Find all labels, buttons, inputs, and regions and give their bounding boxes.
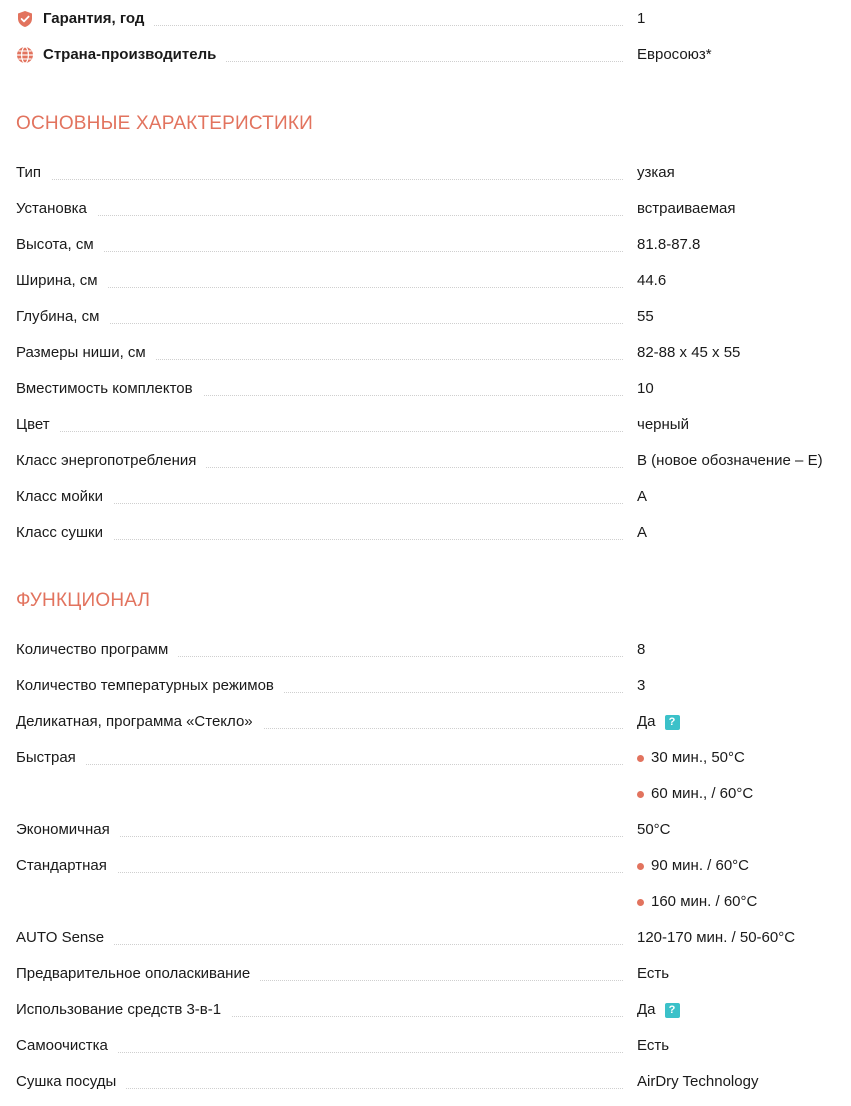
spec-value-text: 44.6 bbox=[637, 272, 667, 289]
spec-row bbox=[16, 407, 836, 443]
spec-label: Установка bbox=[16, 200, 97, 218]
spec-label: Количество программ bbox=[16, 641, 178, 659]
spec-value bbox=[637, 344, 740, 362]
spec-value bbox=[637, 236, 700, 254]
bullet-text: 30 мин., 50°C bbox=[651, 749, 745, 766]
spec-label: Сушка посуды bbox=[16, 1073, 126, 1091]
spec-value-text: узкая bbox=[637, 164, 675, 181]
spec-value-text: 8 bbox=[637, 641, 646, 658]
spec-row bbox=[16, 479, 836, 515]
spec-value bbox=[637, 1073, 758, 1091]
spec-value bbox=[637, 641, 645, 659]
spec-label: Использование средств 3-в-1 bbox=[16, 1001, 231, 1019]
spec-row bbox=[16, 155, 836, 191]
spec-value-text: черный bbox=[637, 416, 689, 433]
help-question-icon[interactable]: ? bbox=[665, 715, 680, 730]
spec-row bbox=[16, 191, 836, 227]
spec-row bbox=[16, 740, 836, 776]
spec-label: Быстрая bbox=[16, 749, 86, 767]
shield-check-icon bbox=[16, 10, 34, 28]
spec-label: Экономичная bbox=[16, 821, 120, 839]
spec-value bbox=[637, 272, 666, 290]
spec-row bbox=[16, 227, 836, 263]
spec-row bbox=[16, 1064, 836, 1100]
spec-label: Класс энергопотребления bbox=[16, 452, 206, 470]
bullet-dot-icon bbox=[637, 899, 644, 906]
spec-value-text: 50°C bbox=[637, 821, 671, 838]
spec-label: Глубина, см bbox=[16, 308, 109, 326]
help-question-icon[interactable]: ? bbox=[665, 1003, 680, 1018]
spec-value bbox=[637, 164, 675, 182]
dotted-leader bbox=[16, 251, 623, 252]
spec-value bbox=[637, 1001, 680, 1019]
spec-label: Размеры ниши, см bbox=[16, 344, 156, 362]
spec-label: Ширина, см bbox=[16, 272, 108, 290]
spec-row bbox=[16, 812, 836, 848]
spec-label: Класс сушки bbox=[16, 524, 113, 542]
spec-value-text: Есть bbox=[637, 1037, 670, 1054]
spec-value bbox=[637, 452, 823, 470]
bullet-text: 90 мин. / 60°C bbox=[651, 857, 750, 874]
spec-row bbox=[16, 992, 836, 1028]
spec-label: Вместимость комплектов bbox=[16, 380, 203, 398]
spec-label: Самоочистка bbox=[16, 1037, 118, 1055]
spec-row bbox=[16, 335, 836, 371]
spec-value: Евросоюз* bbox=[637, 46, 712, 63]
spec-value-bullet bbox=[637, 893, 757, 911]
spec-label: Класс мойки bbox=[16, 488, 113, 506]
spec-value-text: AirDry Technology bbox=[637, 1073, 759, 1090]
dotted-leader bbox=[16, 431, 623, 432]
spec-row bbox=[16, 776, 836, 812]
spec-value-text: 3 bbox=[637, 677, 646, 694]
spec-row bbox=[16, 956, 836, 992]
spec-value bbox=[637, 965, 669, 983]
dotted-leader bbox=[16, 179, 623, 180]
spec-value-bullet bbox=[637, 749, 745, 767]
spec-row bbox=[16, 848, 836, 884]
spec-value-text: 82-88 x 45 x 55 bbox=[637, 344, 741, 361]
spec-value bbox=[637, 1037, 669, 1055]
bullet-text: 160 мин. / 60°C bbox=[651, 893, 758, 910]
spec-label: Высота, см bbox=[16, 236, 104, 254]
spec-value: 1 bbox=[637, 10, 646, 27]
globe-icon bbox=[16, 46, 34, 64]
spec-row bbox=[16, 263, 836, 299]
section-title-functions: ФУНКЦИОНАЛ bbox=[16, 590, 151, 611]
bullet-dot-icon bbox=[637, 755, 644, 762]
spec-value bbox=[637, 200, 736, 218]
spec-row bbox=[16, 371, 836, 407]
spec-value bbox=[637, 524, 647, 542]
spec-value-text: встраиваемая bbox=[637, 200, 736, 217]
spec-row-warranty bbox=[16, 1, 836, 37]
spec-value bbox=[637, 677, 645, 695]
spec-value-text: A bbox=[637, 524, 648, 541]
spec-label: Предварительное ополаскивание bbox=[16, 965, 260, 983]
spec-label: AUTO Sense bbox=[16, 929, 114, 947]
spec-value bbox=[637, 416, 689, 434]
spec-value-text: B (новое обозначение – E) bbox=[637, 452, 823, 469]
bullet-text: 60 мин., / 60°C bbox=[651, 785, 754, 802]
spec-row bbox=[16, 704, 836, 740]
spec-row bbox=[16, 1028, 836, 1064]
spec-value-text: Да bbox=[637, 713, 656, 730]
spec-label: Страна-производитель bbox=[43, 46, 217, 63]
spec-row bbox=[16, 443, 836, 479]
spec-row bbox=[16, 632, 836, 668]
spec-value-text: 55 bbox=[637, 308, 654, 325]
spec-value bbox=[637, 488, 647, 506]
spec-label: Деликатная, программа «Стекло» bbox=[16, 713, 263, 731]
spec-row bbox=[16, 884, 836, 920]
spec-label: Количество температурных режимов bbox=[16, 677, 284, 695]
spec-value-text: 81.8-87.8 bbox=[637, 236, 701, 253]
spec-row bbox=[16, 299, 836, 335]
spec-label: Цвет bbox=[16, 416, 60, 434]
spec-value bbox=[637, 380, 654, 398]
section-title-main: ОСНОВНЫЕ ХАРАКТЕРИСТИКИ bbox=[16, 113, 313, 134]
bullet-dot-icon bbox=[637, 863, 644, 870]
spec-label: Тип bbox=[16, 164, 51, 182]
spec-value-bullet bbox=[637, 785, 753, 803]
spec-row-country bbox=[16, 37, 836, 73]
spec-value bbox=[637, 308, 654, 326]
spec-value bbox=[637, 821, 671, 839]
spec-value-text: 10 bbox=[637, 380, 654, 397]
bullet-dot-icon bbox=[637, 791, 644, 798]
spec-label: Стандартная bbox=[16, 857, 117, 875]
spec-value-text: Да bbox=[637, 1001, 656, 1018]
spec-row bbox=[16, 920, 836, 956]
spec-value bbox=[637, 713, 680, 731]
dotted-leader bbox=[16, 215, 623, 216]
spec-value-text: 120-170 мин. / 50-60°C bbox=[637, 929, 796, 946]
spec-value bbox=[637, 929, 795, 947]
spec-label: Гарантия, год bbox=[43, 10, 145, 27]
spec-value-bullet bbox=[637, 857, 749, 875]
spec-value-text: Есть bbox=[637, 965, 670, 982]
spec-value-text: A bbox=[637, 488, 648, 505]
spec-row bbox=[16, 515, 836, 551]
dotted-leader bbox=[16, 764, 623, 765]
spec-row bbox=[16, 668, 836, 704]
